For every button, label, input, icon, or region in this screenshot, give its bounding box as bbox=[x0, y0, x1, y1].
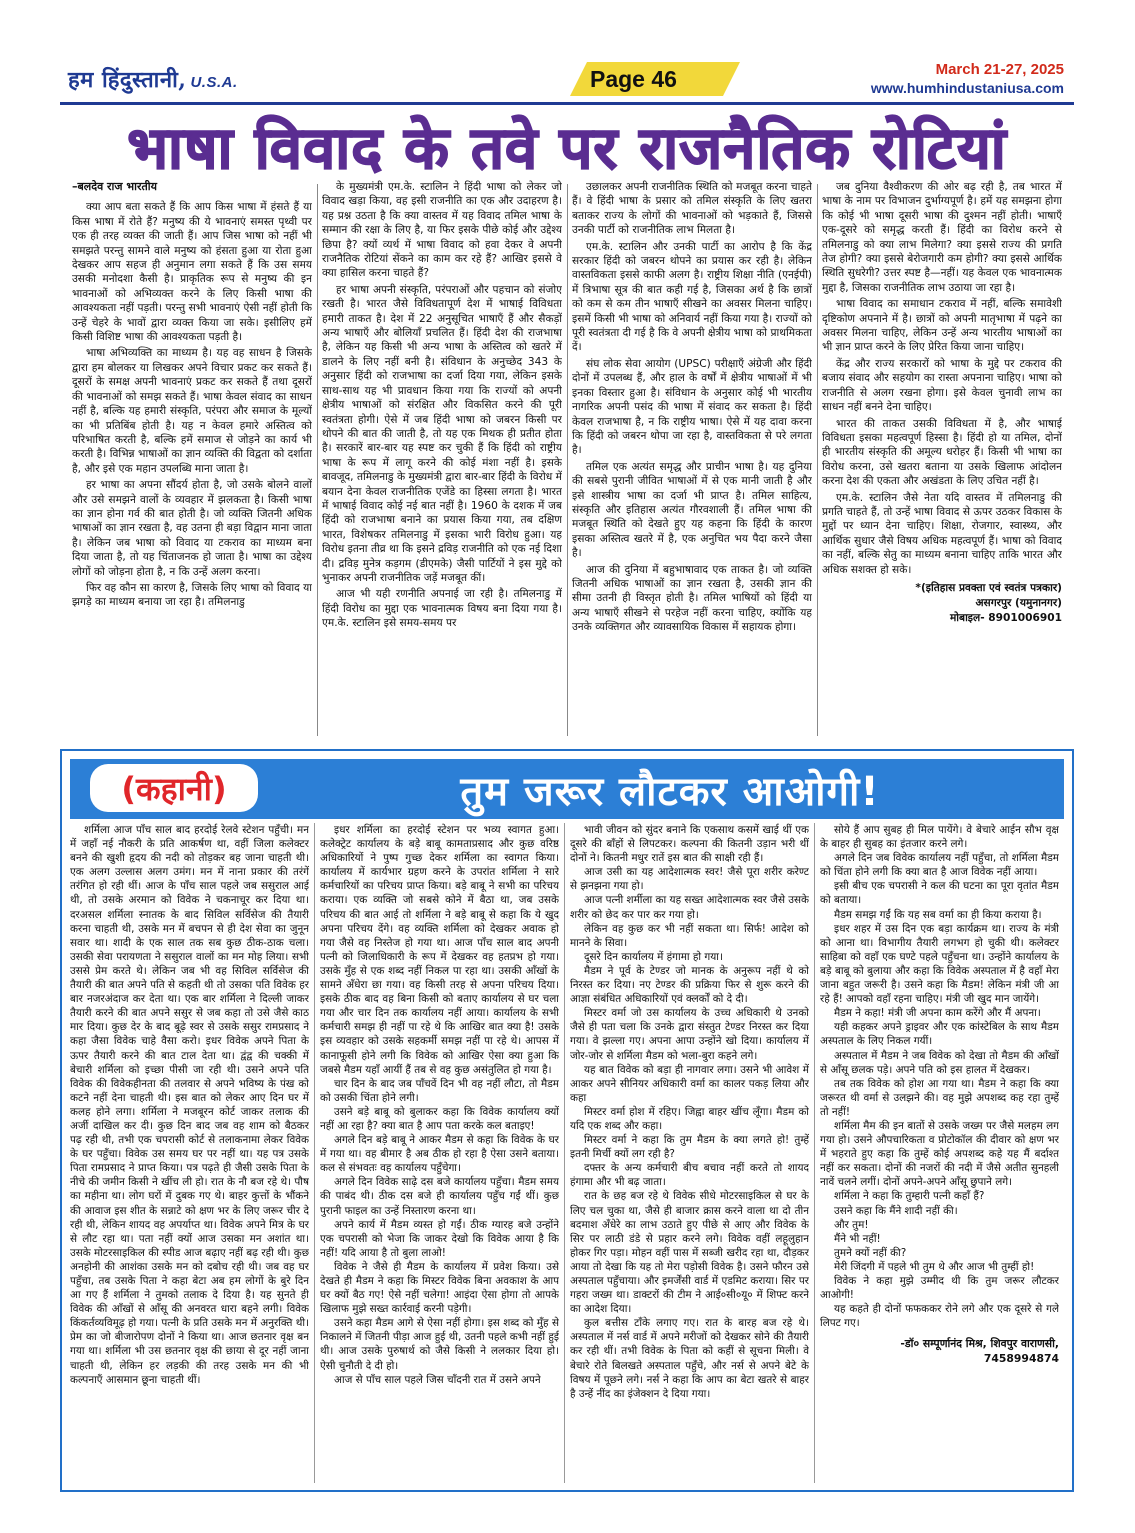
story-title-text: तुम जरूर लौटकर आओगी! bbox=[460, 768, 880, 815]
story-paragraph: शर्मिला ने कहा कि तुम्हारी पत्नी कहाँ हैं? bbox=[834, 1190, 985, 1203]
story-column-3 bbox=[570, 823, 809, 1485]
article-column-2 bbox=[322, 180, 562, 740]
article-paragraph: तमिल एक अत्यंत समृद्ध और प्राचीन भाषा है। यह दुनिया की सबसे पुरानी जीवित भाषाओं में से एक मानी जाती है और इसे शास्त्रीय भाषा का दर्जा भी प्राप्त है। तमिल साहित्य, संस्कृति और इतिहास अत्यंत गौरवशाली हैं। तमिल भाषा की मजबूत स्थिति को देखते हुए यह कहना कि हिंदी के कारण इसका अस्तित्व खतरे में है, एक अनुचित भय पैदा करने जैसा है। bbox=[572, 460, 812, 560]
article-paragraph: भारत की ताकत उसकी विविधता में है, और भाषाई विविधता इसका महत्वपूर्ण हिस्सा है। हिंदी हो या तमिल, दोनों ही भारतीय संस्कृति की अमूल्य धरोहर हैं। किसी भी भाषा का विरोध करना, उसे खतरा बताना या उसके खिलाफ आंदोलन करना देश की एकता और अखंडता के लिए उचित नहीं है। bbox=[822, 417, 1062, 488]
story-paragraph: आज उसी का यह आदेशात्मक स्वर! जैसे पूरा शरीर करेण्ट से झनझना गया हो। bbox=[570, 866, 809, 893]
author-place: असगरपुर (यमुनानगर) bbox=[975, 596, 1062, 609]
story-title bbox=[300, 759, 1040, 819]
article-headline bbox=[60, 110, 1074, 180]
story-column-4 bbox=[820, 823, 1059, 1485]
story-box bbox=[60, 749, 1074, 1492]
article-column-1 bbox=[72, 180, 312, 740]
story-paragraph: कुल बत्तीस टाँके लगाए गए। रात के बारह बज रहे थे। अस्पताल में नर्स वार्ड में अपने मरीजों को देखकर सोने की तैयारी कर रही थीं। तभी विवेक के पिता को कहीं से सूचना मिली। वे बेचारे रोते बिलखते अस्पताल पहुँचे, और नर्स से अपने बेटे के विषय में पूछने लगे। नर्स ने कहा कि आप का बेटा खतरे से बाहर है उन्हें नींद का इंजेक्शन दे दिया गया। bbox=[570, 1317, 809, 1400]
author-signature bbox=[822, 581, 1062, 626]
column-divider bbox=[317, 184, 318, 736]
story-paragraph: शर्मिला आज पाँच साल बाद हरदोई रेलवे स्टेशन पहुँची। मन में जहाँ नई नौकरी के प्रति आकर्षण था, वहीं जिला कलेक्टर बनने की खुशी हृदय की नदी को तोड़कर बह जाना चाहती थी। एक अलग उल्लास अलग उमंग। मन में नाना प्रकार की तरंगें तरंगित हो रही थीं। आज के पाँच साल पहले जब ससुराल आई थी, तो उसके अरमान को विवेक ने चकनाचूर कर दिया था। दरअसल शर्मिला स्नातक के बाद सिविल सर्विसेज की तैयारी करना चाहती थी, उसके मन में बचपन से ही देश सेवा का जुनून सवार था। शादी के एक साल तक सब कुछ ठीक-ठाक चला। उसकी सेवा परायणता ने ससुराल वालों का मन मोह लिया। सभी उससे प्रेम करते थे। लेकिन जब भी वह सिविल सर्विसेज की तैयारी की बात अपने पति से कहती थी तो उसका पति विवेक हर बार नजरअंदाज कर देता था। एक बार शर्मिला ने दिल्ली जाकर तैयारी करने की बात अपने ससुर से जब कहा तो उसे जैसे काठ मार दिया। कुछ देर के बाद बूढ़े स्वर से उसके ससुर रामप्रसाद ने कहा जैसा विवेक चाहे वैसा करो। इधर विवेक अपने पिता के ऊपर तैयारी करने की बात टाल देता था। द्वंद्व की चक्की में बेचारी शर्मिला को इच्छा पीसी जा रही थी। उसने अपने पति विवेक की विवेकहीनता की तलवार से अपने भविष्य के पंख को कटने नहीं देना चाहती थी। इस बात को लेकर आए दिन घर में कलह होने लगा। शर्मिला ने मजबूरन कोर्ट जाकर तलाक की अर्जी दाखिल कर दी। कुछ दिन बाद जब वह शाम को बैठकर पढ़ रही थी, तभी एक चपरासी कोर्ट से तलाकनामा लेकर विवेक के घर पहुँचा। विवेक उस समय घर पर नहीं था। यह पत्र उसके पिता रामप्रसाद ने प्राप्त किया। पत्र पढ़ते ही जैसी उसके पिता के नीचे की जमीन किसी ने खींच ली हो। रात के नौ बज रहे थे। पौष का महीना था। लोग घरों में दुबक गए थे। बाहर कुत्तों के भौंकने की आवाज इस शीत के सन्नाटे को क्षण भर के लिए जरूर चीर दे रही थी, लेकिन शायद वह अपर्याप्त था। विवेक अपने मित्र के घर से लौट रहा था। पता नहीं क्यों आज उसका मन अशांत था। उसके मोटरसाइकिल की स्पीड आज बढ़ाए नहीं बढ़ रही थी। कुछ अनहोनी की आशंका उसके मन को दबोच रही थी। जब वह घर पहुँचा, तब उसके पिता ने कहा बेटा अब हम लोगों के बुरे दिन आ गए हैं शर्मिला ने तुमको तलाक दे दिया है। यह सुनते ही विवेक की आँखों से आँसू की अनवरत धारा बहने लगी। विवेक किंकर्तव्यविमूढ़ हो गया। पत्नी के प्रति उसके मन में अनुरक्ति थी। प्रेम का जो बीजारोपण दोनों ने किया था। आज छतनार वृक्ष बन गया था। शर्मिला भी उस छतनार वृक्ष की छाया से दूर नहीं जाना चाहती थी, लेकिन हर लड़की की तरह उसके मन की भी कल्पनाएँ आसमान छूना चाहती थीं। bbox=[70, 824, 309, 1386]
column-divider bbox=[567, 184, 568, 736]
article-column-3 bbox=[572, 180, 812, 740]
story-paragraph: रात के छह बज रहे थे विवेक सीधे मोटरसाइकिल से घर के लिए चल चुका था, जैसे ही बाजार क्रास करने वाला था दो तीन बदमाश अँधेरे का लाभ उठाते हुए पीछे से आए और विवेक के सिर पर लाठी डंडे से प्रहार करने लगे। विवेक वहीं लहूलुहान होकर गिर पड़ा। मोहन वहीं पास में सब्जी खरीद रहा था, दौड़कर आया तो देखा कि यह तो मेरा पड़ोसी विवेक है। उसने फौरन उसे अस्पताल पहुँचाया। और इमर्जेंसी वार्ड में एडमिट कराया। सिर पर गहरा जख्म था। डाक्टरों की टीम ने आई०सी०यू० में शिफ्ट करने का आदेश दिया। bbox=[570, 1190, 809, 1316]
author-mobile: मोबाइल- 8901006901 bbox=[949, 611, 1062, 624]
article-column-4 bbox=[822, 180, 1062, 740]
story-paragraph: मैडम समझ गईं कि यह सब वर्मा का ही किया कराया है। bbox=[834, 908, 1042, 921]
story-paragraph: उसने कहा कि मैंने शादी नहीं की। bbox=[834, 1204, 958, 1217]
story-column-1 bbox=[70, 823, 309, 1485]
story-paragraph: यह बात विवेक को बड़ा ही नागवार लगा। उसने भी आवेश में आकर अपने सीनियर अधिकारी वर्मा का कालर पकड़ लिया और कहा bbox=[570, 1063, 809, 1104]
story-paragraph: चार दिन के बाद जब पाँचवें दिन भी वह नहीं लौटा, तो मैडम को उसकी चिंता होने लगी। bbox=[320, 1077, 559, 1104]
story-paragraph: विवेक ने जैसे ही मैडम के कार्यालय में प्रवेश किया। उसे देखते ही मैडम ने कहा कि मिस्टर विवेक बिना अवकाश के आप घर क्यों बैठ गए! ऐसे नहीं चलेगा! आइंदा ऐसा होगा तो आपके खिलाफ मुझे सख्त कार्रवाई करनी पड़ेगी। bbox=[320, 1260, 559, 1316]
story-paragraph: तुमने क्यों नहीं की? bbox=[834, 1246, 907, 1259]
article-paragraph: भाषा अभिव्यक्ति का माध्यम है। यह वह साधन है जिसके द्वारा हम बोलकर या लिखकर अपने विचार प्रकट कर सकते हैं। दूसरों के समक्ष अपनी भावनाएं प्रकट कर सकते हैं तथा दूसरों की भावनाओं को समझ सकते हैं। भाषा केवल संवाद का साधन नहीं है, बल्कि यह हमारी संस्कृति, परंपरा और समाज के मूल्यों का भी प्रतिबिंब होती है। यह न केवल हमारे अस्तित्व को परिभाषित करती है, बल्कि हमें समाज से जोड़ने का कार्य भी करती है। विभिन्न भाषाओं का ज्ञान व्यक्ति की विद्वता को दर्शाता है, और इसे एक महान उपलब्धि माना जाता है। bbox=[72, 347, 312, 475]
story-paragraph: दूसरे दिन कार्यालय में हंगामा हो गया। bbox=[584, 950, 723, 963]
story-paragraph: मैंने भी नहीं! bbox=[834, 1232, 881, 1245]
story-paragraph: इधर शहर में उस दिन एक बड़ा कार्यक्रम था। राज्य के मंत्री को आना था। विभागीय तैयारी लगभग हो चुकी थी। कलेक्टर साहिबा को वहाँ एक घण्टे पहले पहुँचना था। उन्होंने कार्यालय के बड़े बाबू को बुलाया और कहा कि विवेक अस्पताल में है वहाँ मेरा जाना बहुत जरूरी है। उसने कहा कि मैडम! लेकिन मंत्री जी आ रहे हैं! आपको वहाँ रहना चाहिए। मंत्री जी खुद मान जायेंगे। bbox=[820, 922, 1059, 1006]
story-paragraph: तब तक विवेक को होश आ गया था। मैडम ने कहा कि क्या जरूरत थी वर्मा से उलझने की। वह मुझे अपशब्द कह रहा तुम्हें तो नहीं! bbox=[820, 1077, 1059, 1118]
article-paragraph: भाषा विवाद का समाधान टकराव में नहीं, बल्कि समावेशी दृष्टिकोण अपनाने में है। छात्रों को अपनी मातृभाषा में पढ़ने का अवसर मिलना चाहिए, लेकिन उन्हें अन्य भारतीय भाषाओं का भी ज्ञान प्राप्त करने के लिए प्रेरित किया जाना चाहिए। bbox=[822, 298, 1062, 354]
page-number: Page 46 bbox=[590, 66, 677, 92]
byline: –बलदेव राज भारतीय bbox=[72, 180, 157, 193]
story-paragraph: आज से पाँच साल पहले जिस चाँदनी रात में उसने अपने bbox=[334, 1373, 541, 1386]
story-paragraph: विवेक ने कहा मुझे उम्मीद थी कि तुम जरूर लौटकर आओगी! bbox=[820, 1275, 1059, 1302]
story-paragraph: भावी जीवन को सुंदर बनाने कि एकसाथ कसमें खाई थीं एक दूसरे की बाँहों से लिपटकर। कल्पना की कितनी उड़ान भरी थीं दोनों ने। कितनी मधुर रातें इस बात की साक्षी रही हैं। bbox=[570, 824, 809, 865]
story-paragraph: मैडम ने पूर्व के टेण्डर जो मानक के अनुरूप नहीं थे को निरस्त कर दिया। नए टेण्डर की प्रक्रिया फिर से शुरू करने की आज्ञा संबंधित अधिकारियों एवं क्लर्कों को दे दी। bbox=[570, 964, 809, 1006]
story-paragraph: सोये हैं आप सुबह ही मिल पायेंगे। वे बेचारे आईन सौभ वृक्ष के बाहर ही सुबह का इंतजार करने लगे। bbox=[820, 824, 1059, 851]
author-title: *(इतिहास प्रवक्ता एवं स्वतंत्र पत्रकार) bbox=[915, 581, 1062, 594]
article-paragraph: संघ लोक सेवा आयोग (UPSC) परीक्षाएँ अंग्रेजी और हिंदी दोनों में उपलब्ध हैं, और हाल के वर्षों में क्षेत्रीय भाषाओं में भी इनका विस्तार हुआ है। संविधान के अनुसार कोई भी भारतीय नागरिक अपनी पसंद की भाषा में संवाद कर सकता है। हिंदी केवल राजभाषा है, न कि राष्ट्रीय भाषा। ऐसे में यह दावा करना कि हिंदी को जबरन थोपा जा रहा है, वास्तविकता से परे लगता है। bbox=[572, 357, 812, 457]
article-paragraph: उछालकर अपनी राजनीतिक स्थिति को मजबूत करना चाहते हैं। वे हिंदी भाषा के प्रसार को तमिल संस्कृति के लिए खतरा बताकर राज्य के लोगों की भावनाओं को भड़काते हैं, जिससे उनकी पार्टी को राजनीतिक लाभ मिलता है। bbox=[572, 181, 812, 237]
story-banner bbox=[70, 759, 1064, 819]
issue-date: March 21-27, 2025 bbox=[935, 61, 1064, 78]
paper-name-text: हम हिंदुस्तानी, bbox=[68, 67, 187, 93]
article-paragraph: क्या आप बता सकते हैं कि आप किस भाषा में हंसते हैं या किस भाषा में रोते हैं? मनुष्य की ये भावनाएं समस्त पृथ्वी पर एक ही तरह व्यक्त की जाती हैं। आप जिस भाषा को नहीं भी समझते परन्तु सामने वाले मनुष्य को हंसता हुआ या रोता हुआ देखकर आप सहज ही अनुमान लगा सकते हैं कि उस समय उसकी मनोदशा कैसी है। प्राकृतिक रूप से मनुष्य की इन भावनाओं को अभिव्यक्त करने के लिए किसी भाषा की आवश्यकता नहीं पड़ती। परन्तु सभी भावनाएं ऐसी नहीं होती कि उन्हें चेहरे के भावों द्वारा व्यक्त किया जा सके। इसीलिए हमें किसी विशिष्ट भाषा की आवश्यकता पड़ती है। bbox=[72, 201, 312, 344]
story-paragraph: आज पत्नी शर्मीला का यह सख्त आदेशात्मक स्वर जैसे उसके शरीर को छेद कर पार कर गया हो। bbox=[570, 894, 809, 921]
story-paragraph: लेकिन वह कुछ कर भी नहीं सकता था। सिर्फ! आदेश को मानने के सिवा। bbox=[570, 922, 809, 949]
story-paragraph: इसी बीच एक चपरासी ने कल की घटना का पूरा वृतांत मैडम को बताया। bbox=[820, 880, 1059, 907]
story-paragraph: मेरी जिंदगी में पहले भी तुम थे और आज भी तुम्हीं हो! bbox=[834, 1260, 1035, 1273]
column-divider bbox=[564, 823, 565, 1483]
article-paragraph: फिर वह कौन सा कारण है, जिसके लिए भाषा को विवाद या झगड़े का माध्यम बनाया जा रहा है। तमिलनाडु bbox=[72, 581, 312, 609]
story-paragraph: इधर शर्मिला का हरदोई स्टेशन पर भव्य स्वागत हुआ। कलेक्ट्रेट कार्यालय के बड़े बाबू कामताप्रसाद और कुछ वरिष्ठ अधिकारियों ने पुष्प गुच्छ देकर शर्मिला का स्वागत किया। कार्यालय में कार्यभार ग्रहण करने के उपरांत शर्मिला ने सारे कर्मचारियों का परिचय प्राप्त किया। बड़े बाबू ने सभी का परिचय कराया। एक व्यक्ति जो सबसे कोने में बैठा था, जब उसके परिचय की बात आई तो शर्मिला ने बड़े बाबू से कहा कि ये खुद अपना परिचय देंगे। वह व्यक्ति शर्मिला को देखकर अवाक हो गया जैसे वह निस्तेज हो गया था। आज पाँच साल बाद अपनी पत्नी को जिलाधिकारी के रूप में देखकर वह हतप्रभ हो गया। उसके मुँह से एक शब्द नहीं निकल पा रहा था। उसकी आँखों के सामने अँधेरा छा गया। वह किसी तरह से अपना परिचय दिया। इसके ठीक बाद वह बिना किसी को बताए कार्यालय से घर चला गया और चार दिन तक कार्यालय नहीं आया। कार्यालय के सभी कर्मचारी समझ ही नहीं पा रहे थे कि आखिर बात क्या है! उसके इस व्यवहार को उसके सहकर्मी समझ नहीं पा रहे थे। आपस में कानाफूसी होने लगी कि विवेक को आखिर ऐसा क्या हुआ कि जबसे मैडम यहाँ आयीं हैं तब से वह कुछ असंतुलित हो गया है। bbox=[320, 824, 559, 1076]
story-author-mobile: 7458994874 bbox=[983, 1352, 1059, 1366]
story-paragraph: अगले दिन विवेक साढ़े दस बजे कार्यालय पहुँचा। मैडम समय की पाबंद थी। ठीक दस बजे ही कार्यालय पहुँच गईं थीं। कुछ पुरानी फाइल का उन्हें निस्तारण करना था। bbox=[320, 1176, 559, 1217]
paper-name bbox=[68, 64, 238, 94]
story-paragraph: अगले दिन जब विवेक कार्यालय नहीं पहुँचा, तो शर्मिला मैडम को चिंता होने लगी कि क्या बात है आज विवेक नहीं आया। bbox=[820, 852, 1059, 879]
story-paragraph: मिस्टर वर्मा जो उस कार्यालय के उच्च अधिकारी थे उनको जैसे ही पता चला कि उनके द्वारा संस्तुत टेण्डर निरस्त कर दिया गया। वे झल्ला गए। अपना आपा उन्होंने खो दिया। कार्यालय में जोर-जोर से शर्मिला मैडम को भला-बुरा कहने लगे। bbox=[570, 1007, 809, 1062]
story-paragraph: यह कहते ही दोनों फफककर रोने लगे और एक दूसरे से गले लिपट गए। bbox=[820, 1303, 1059, 1330]
article-paragraph: एम.के. स्टालिन और उनकी पार्टी का आरोप है कि केंद्र सरकार हिंदी को जबरन थोपने का प्रयास कर रही है। लेकिन वास्तविकता इससे काफी अलग है। राष्ट्रीय शिक्षा नीति (एनईपी) में त्रिभाषा सूत्र की बात कही गई है, जिसका अर्थ है कि छात्रों को कम से कम तीन भाषाएँ सीखने का अवसर मिलना चाहिए। इसमें किसी भी भाषा को अनिवार्य नहीं किया गया है। राज्यों को पूरी स्वतंत्रता दी गई है कि वे अपनी क्षेत्रीय भाषा को प्राथमिकता दें। bbox=[572, 240, 812, 354]
article-paragraph: के मुख्यमंत्री एम.के. स्टालिन ने हिंदी भाषा को लेकर जो विवाद खड़ा किया, वह इसी राजनीति का एक और उदाहरण है। यह प्रश्न उठता है कि क्या वास्तव में यह विवाद तमिल भाषा के सम्मान की रक्षा के लिए है, या फिर इसके पीछे कोई और उद्देश्य छिपा है? क्यों व्यर्थ में भाषा विवाद को हवा देकर वे अपनी राजनैतिक रोटियां सेंकने का काम कर रहे हैं? आखिर इससे वे क्या हासिल करना चाहते हैं? bbox=[322, 181, 562, 280]
article-paragraph: जब दुनिया वैश्वीकरण की ओर बढ़ रही है, तब भारत में भाषा के नाम पर विभाजन दुर्भाग्यपूर्ण है। हमें यह समझना होगा कि कोई भी भाषा दूसरी भाषा की दुश्मन नहीं होती। भाषाएँ एक-दूसरे को समृद्ध करती हैं। हिंदी का विरोध करने से तमिलनाडु को क्या लाभ मिलेगा? क्या इससे राज्य की प्रगति तेज होगी? क्या इससे बेरोजगारी कम होगी? क्या इससे आर्थिक स्थिति सुधरेगी? उत्तर स्पष्ट है—नहीं। यह केवल एक भावनात्मक मुद्दा है, जिसका राजनीतिक लाभ उठाया जा रहा है। bbox=[822, 181, 1062, 294]
story-paragraph: यही कहकर अपने ड्राइवर और एक कांस्टेबिल के साथ मैडम अस्पताल के लिए निकल गयीं। bbox=[820, 1021, 1059, 1048]
story-paragraph: दफ्तर के अन्य कर्मचारी बीच बचाव नहीं करते तो शायद हंगामा और भी बढ़ जाता। bbox=[570, 1162, 809, 1189]
article-paragraph: केंद्र और राज्य सरकारों को भाषा के मुद्दे पर टकराव की बजाय संवाद और सहयोग का रास्ता अपनाना चाहिए। भाषा को राजनीति से अलग रखना होगा। इसे केवल चुनावी लाभ का साधन नहीं बनने देना चाहिए। bbox=[822, 357, 1062, 414]
article-paragraph: आज भी यही रणनीति अपनाई जा रही है। तमिलनाडु में हिंदी विरोध का मुद्दा एक भावनात्मक विषय बना दिया गया है। एम.के. स्टालिन इसे समय-समय पर bbox=[322, 588, 562, 630]
story-paragraph: मैडम ने कहा! मंत्री जी अपना काम करेंगे और मैं अपना। bbox=[834, 1007, 1041, 1020]
story-paragraph: उसने बड़े बाबू को बुलाकर कहा कि विवेक कार्यालय क्यों नहीं आ रहा है? क्या बात है आप पता करके कल बताइए! bbox=[320, 1105, 559, 1132]
story-author-name: -डॉ० सम्पूर्णानंद मिश्र, शिवपुर वाराणसी, bbox=[900, 1337, 1059, 1351]
masthead bbox=[60, 58, 1074, 100]
article-paragraph: आज की दुनिया में बहुभाषावाद एक ताकत है। जो व्यक्ति जितनी अधिक भाषाओं का ज्ञान रखता है, उसकी ज्ञान की सीमा उतनी ही विस्तृत होती है। तमिल भाषियों को हिंदी या अन्य भाषाएँ सीखने से परहेज नहीं करना चाहिए, क्योंकि यह उनके व्यक्तिगत और व्यावसायिक विकास में सहायक होगा। bbox=[572, 563, 812, 634]
story-paragraph: अस्पताल में मैडम ने जब विवेक को देखा तो मैडम की आँखों से आँसू छलक पड़े। अपने पति को इस हालत में देखकर। bbox=[820, 1049, 1059, 1076]
story-paragraph: मिस्टर वर्मा ने कहा कि तुम मैडम के क्या लगते हो! तुम्हें इतनी मिर्ची क्यों लग रही है? bbox=[570, 1134, 809, 1161]
story-paragraph: और तुम! bbox=[834, 1218, 869, 1231]
story-paragraph: अगले दिन बड़े बाबू ने आकर मैडम से कहा कि विवेक के घर में गया था। वह बीमार है अब ठीक हो रहा है ऐसा उसने बताया। कल से संभवतः वह कार्यालय पहुँचेगा। bbox=[320, 1134, 559, 1175]
column-divider bbox=[814, 823, 815, 1483]
article-headline-text: भाषा विवाद के तवे पर राजनैतिक रोटियां bbox=[127, 113, 1007, 182]
website-link[interactable]: www.humhindustaniusa.com bbox=[870, 80, 1064, 96]
story-paragraph: उसने कहा मैडम आगे से ऐसा नहीं होगा। इस शब्द को मुँह से निकालने में जितनी पीड़ा आज हुई थी, उतनी पहले कभी नहीं हुई थी। आज उसके पुरुषार्थ को जैसे किसी ने ललकार दिया हो। ऐसी चुनौती दे दी हो। bbox=[320, 1317, 559, 1372]
edition-label: U.S.A. bbox=[190, 74, 238, 91]
story-tag bbox=[90, 764, 258, 812]
story-column-2 bbox=[320, 823, 559, 1485]
story-paragraph: अपने कार्य में मैडम व्यस्त हो गईं। ठीक ग्यारह बजे उन्होंने एक चपरासी को भेजा कि जाकर देखो कि विवेक आया है कि नहीं! यदि आया है तो बुला लाओ! bbox=[320, 1218, 559, 1259]
story-author bbox=[820, 1336, 1059, 1366]
column-divider bbox=[817, 184, 818, 736]
article-paragraph: एम.के. स्टालिन जैसे नेता यदि वास्तव में तमिलनाडु की प्रगति चाहते हैं, तो उन्हें भाषा विवाद से ऊपर उठकर विकास के मुद्दों पर ध्यान देना चाहिए। शिक्षा, रोजगार, स्वास्थ्य, और आर्थिक सुधार जैसे विषय अधिक महत्वपूर्ण हैं। भाषा को विवाद का नहीं, बल्कि सेतु का माध्यम बनाना चाहिए ताकि भारत और अधिक सशक्त हो सके। bbox=[822, 491, 1062, 576]
article-paragraph: हर भाषा का अपना सौंदर्य होता है, जो उसके बोलने वालों और उसे समझने वालों के व्यवहार में झलकता है। किसी भाषा का ज्ञान होना गर्व की बात होती है। जो व्यक्ति जितनी अधिक भाषाओं का ज्ञान रखता है, वह उतना ही बड़ा विद्वान माना जाता है। लेकिन जब भाषा को विवाद या टकराव का माध्यम बना दिया जाता है, तो यह चिंताजनक हो जाता है। भाषा का उद्देश्य लोगों को जोड़ना होता है, न कि उन्हें अलग करना। bbox=[72, 479, 312, 578]
story-tag-text: (कहानी) bbox=[121, 769, 227, 808]
article-paragraph: हर भाषा अपनी संस्कृति, परंपराओं और पहचान को संजोए रखती है। भारत जैसे विविधतापूर्ण देश में भाषाई विविधता हमारी ताकत है। देश में 22 अनुसूचित भाषाएँ हैं और सैकड़ों अन्य भाषाएँ और बोलियाँ प्रचलित हैं। हिंदी देश की राजभाषा है, लेकिन यह किसी भी अन्य भाषा के अस्तित्व को खतरे में डालने के लिए नहीं बनी है। संविधान के अनुच्छेद 343 के अनुसार हिंदी को राजभाषा का दर्जा दिया गया, लेकिन इसके साथ-साथ यह भी प्रावधान किया गया कि राज्यों को अपनी क्षेत्रीय भाषाओं को संरक्षित और विकसित करने की पूरी स्वतंत्रता होगी। ऐसे में जब हिंदी भाषा को जबरन किसी पर थोपने की बात की जाती है, तो यह एक मिथक ही प्रतीत होता है। सरकारें बार-बार यह स्पष्ट कर चुकी हैं कि हिंदी को राष्ट्रीय भाषा के रूप में लागू करने की कोई मंशा नहीं है। इसके बावजूद, तमिलनाडु के मुख्यमंत्री द्वारा बार-बार हिंदी के विरोध में बयान देना केवल राजनीतिक एजेंडे का हिस्सा लगता है। भारत में भाषाई विवाद कोई नई बात नहीं है। 1960 के दशक में जब हिंदी को राजभाषा बनाने का प्रयास किया गया, तब दक्षिण भारत, विशेषकर तमिलनाडु में इसका भारी विरोध हुआ। यह विरोध इतना तीव्र था कि इसने द्रविड़ राजनीति को एक नई दिशा दी। द्रविड़ मुनेत्र कड़गम (डीएमके) जैसी पार्टियों ने इस मुद्दे को भुनाकर अपनी राजनीतिक जड़ें मजबूत कीं। bbox=[322, 283, 562, 584]
story-paragraph: मिस्टर वर्मा होश में रहिए। जिह्वा बाहर खींच लूँगा। मैडम को यदि एक शब्द और कहा। bbox=[570, 1105, 809, 1132]
story-paragraph: शर्मिला मैम की इन बातों से उसके जख्म पर जैसे मलहम लग गया हो। उसने औपचारिकता व प्रोटोकॉल की दीवार को क्षण भर में भहराते हुए कहा कि तुम्हें कोई अपशब्द कहे यह मैं बर्दाश्त नहीं कर सकता। दोनों की नजरों की नदी में जैसे अतीत सुनहली नावें चलने लगीं। दोनों अपने-अपने आँसू छुपाने लगे। bbox=[820, 1119, 1059, 1189]
article-body bbox=[60, 180, 1074, 742]
column-divider bbox=[314, 823, 315, 1483]
